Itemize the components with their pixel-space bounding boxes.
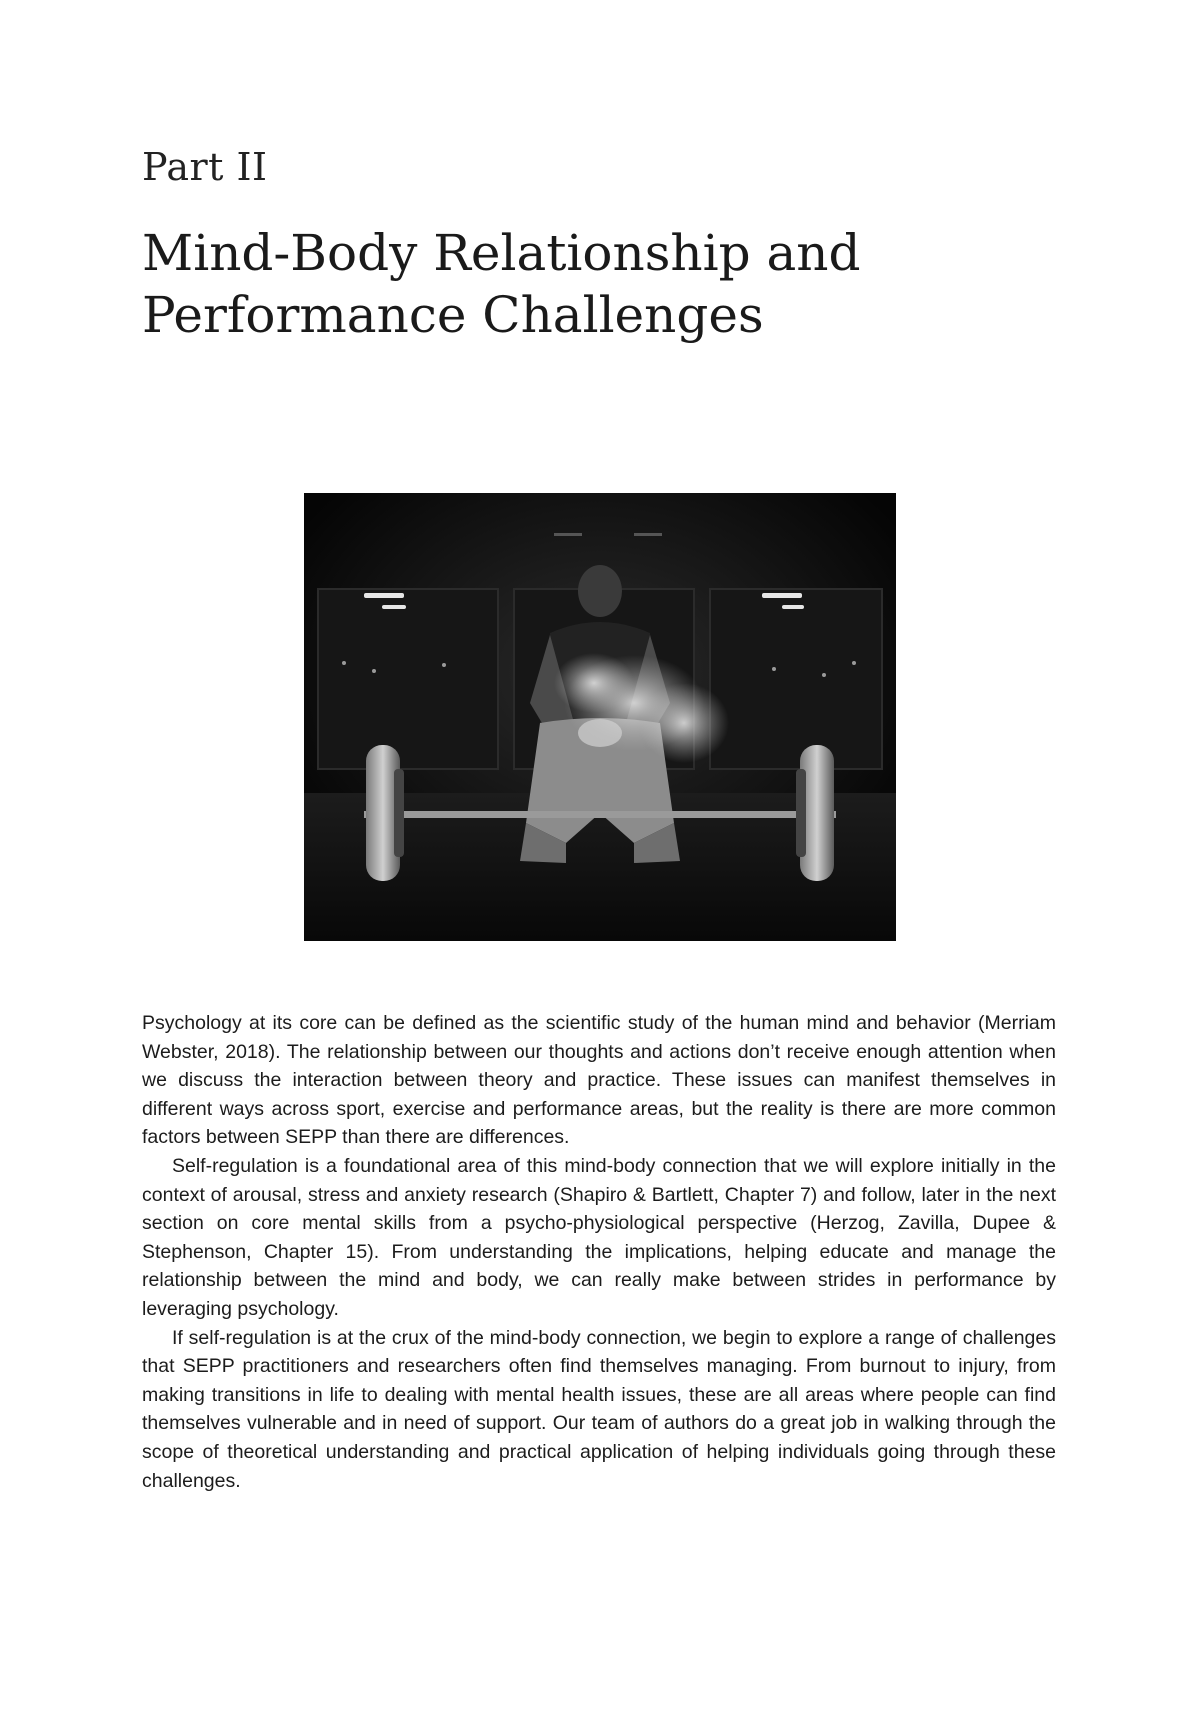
paragraph-1: Psychology at its core can be defined as the scientific study of the human mind and behavior (Merriam Webster, 2018). The relationship between our thoughts and actions don’t receive enough attention when we discuss the interaction between theory and practice. These issues can manifest themselves in different ways across sport, exercise and performance areas, but the reality is there are more common factors between SEPP than there are differences. <box>142 1012 1056 1149</box>
part-label: Part II <box>142 145 268 189</box>
part-title <box>142 222 1102 346</box>
body-text <box>142 1009 1056 1495</box>
paragraph-2: Self-regulation is a foundational area of this mind-body connection that we will explore initially in the context of arousal, stress and anxiety research (Shapiro & Bartlett, Chapter 7) and follow, later in the next section on core mental skills from a psycho-physiological perspective (Herzog, Zavilla, Dupee & Stephenson, Chapter 15). From understanding the implications, helping educate and manage the relationship between the mind and body, we can really make between strides in performance by leveraging psychology. <box>142 1154 1056 1320</box>
weightlifter-photo-icon <box>304 493 896 941</box>
paragraph-3: If self-regulation is at the crux of the mind-body connection, we begin to explore a range of challenges that SEPP practitioners and researchers often find themselves managing. From burnout to injury, from making transitions in life to dealing with mental health issues, these are all areas where people can find themselves vulnerable and in need of support. Our team of authors do a great job in walking through the scope of theoretical understanding and practical application of helping individuals going through these challenges. <box>142 1326 1056 1492</box>
part-title-line-1: Mind-Body Relationship and <box>142 224 861 282</box>
weightlifter-photo <box>304 493 896 941</box>
part-title-line-2: Performance Challenges <box>142 286 764 344</box>
